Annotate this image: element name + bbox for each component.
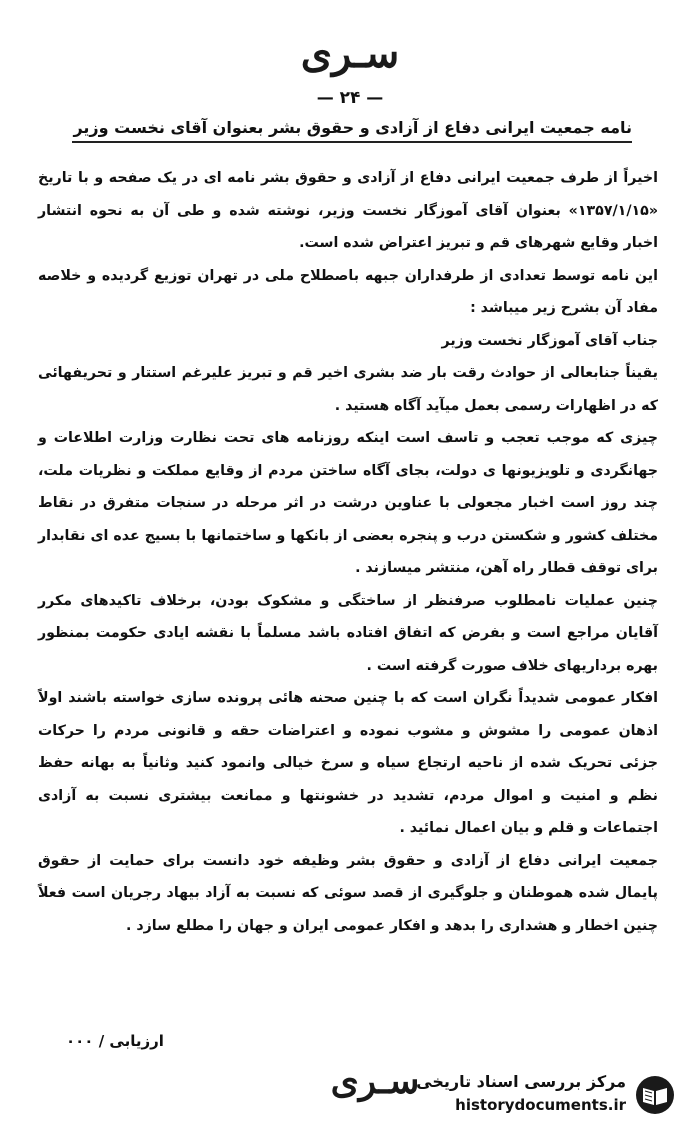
salutation: جناب آقای آموزگار نخست وزیر (441, 332, 658, 349)
watermark-title: مرکز بررسی اسناد تاریخی (416, 1072, 626, 1091)
letter-body (38, 162, 658, 942)
paragraph: اخیراً از طرف جمعیت ایرانی دفاع از آزادی و حقوق بشر نامه ای در یک صفحه و با تاریخ «۱۳۵۷/۱/۱۵» بعنوان آقای آموزگار نخست وزیر، نوشته شده و طی آن به نحوه انتشار اخبار وقایع شهرهای قم و تبریز اعتراض شده است. (38, 170, 658, 251)
evaluation-note: ارزیابی / ۰۰۰ (66, 1032, 164, 1050)
watermark (396, 1072, 676, 1120)
paragraph: افکار عمومی شدیداً نگران است که با چنین صحنه هائی پرونده سازی خواسته باشند اولاً اذهان عمومی را مشوش و مشوب نموده و اعتراضات حقه و قانونی مردم را حرکات جزئی تحریک شده از ناحیه ارتجاع سیاه و سرخ خیالی وانمود کنید وثانیاً به بهانه حفظ نظم و امنیت و اموال مردم، تشدید در خشونتها و ممانعت بیشتری نسبت به آزادی اجتماعات و قلم و بیان اعمال نمائید . (38, 690, 658, 836)
paragraph: جمعیت ایرانی دفاع از آزادی و حقوق بشر وظیفه خود دانست برای حمایت از حقوق پایمال شده هموطنان و جلوگیری از قصد سوئی که نسبت به آزاد بیهاد رجریان است فعلاً چنین اخطار و هشداری را بدهد و افکار عمومی ایران و جهان را مطلع سازد . (38, 852, 658, 934)
classification-stamp-top: سـری (300, 30, 400, 77)
paragraph: چیزی که موجب تعجب و تاسف است اینکه روزنامه های تحت نظارت وزارت اطلاعات و جهانگردی و تلویزیونها ی دولت، بجای آگاه ساختن مردم از وقایع مملکت و نظریات ملت، چند روز است اخبار مجعولی با عناوین درشت در اثر مرحله در سنجات متفرق در نقاط مختلف کشور و شکستن درب و پنجره بعضی از بانکها و ساختمانها با بسیج عده ای نقابدار برای توقف قطار راه آهن، منتشر میسازند . (38, 430, 658, 576)
paragraph: یقیناً جنابعالی از حوادث رقت بار ضد بشری اخیر قم و تبریز علیرغم استتار و تحریفهائی که در اظهارات رسمی بعمل میآید آگاه هستید . (38, 365, 658, 414)
paragraph: این نامه توسط تعدادی از طرفداران جبهه باصطلاح ملی در تهران توزیع گردیده و خلاصه مفاد آن بشرح زیر میباشد : (38, 267, 658, 316)
book-emblem-icon (634, 1074, 676, 1116)
classification-stamp-bottom: سـری (330, 1060, 420, 1102)
letter-title: نامه جمعیت ایرانی دفاع از آزادی و حقوق بشر بعنوان آقای نخست وزیر (72, 118, 632, 143)
paragraph: چنین عملیات نامطلوب صرفنظر از ساختگی و مشکوک بودن، برخلاف تاکیدهای مکرر آقایان مراجع است و بفرض که اتفاق افتاده باشد مسلماً با نقشه ایادی حکومت بمنظور بهره برداریهای خلاف صورت گرفته است . (38, 592, 658, 674)
watermark-url: historydocuments.ir (455, 1096, 626, 1114)
page-number: — ۲۴ — (316, 88, 384, 108)
